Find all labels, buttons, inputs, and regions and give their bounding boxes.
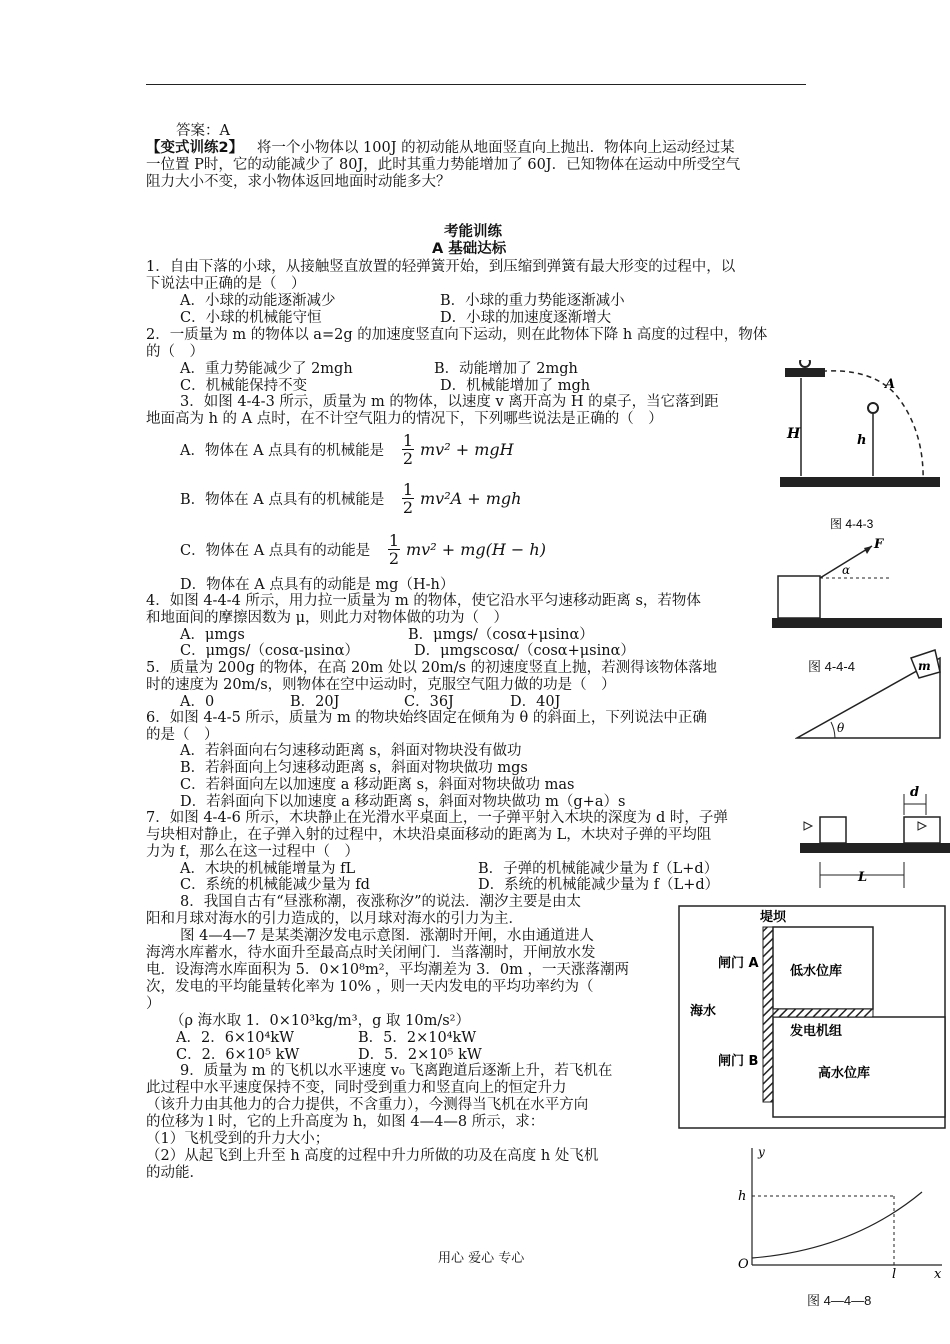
answer-line: 答案：A [176, 123, 230, 139]
dam-wall [763, 927, 773, 1102]
label-l: l [892, 1267, 897, 1280]
q8-stem-2: 阳和月球对海水的引力造成的，以月球对海水的引力为主． [146, 911, 523, 927]
label-sea: 海水 [690, 1004, 717, 1019]
q8-stem-5: 电．设海湾水库面积为 5．0×10⁸m²，平均潮差为 3．0m ，一天涨落潮两 [146, 962, 629, 978]
figure-4-4-4 [772, 536, 947, 636]
ground [780, 477, 940, 487]
trajectory-curve [752, 1192, 922, 1258]
ground [772, 618, 942, 628]
label-low-reservoir: 低水位库 [790, 964, 843, 979]
q8-stem-1: 8．我国自古有“昼涨称潮，夜涨称汐”的说法．潮汐主要是由太 [180, 894, 582, 910]
fig-caption-4-4-8: 图 4—4—8 [807, 1293, 872, 1308]
q5-option-a: A．0 [180, 694, 215, 710]
figure-4-4-6 [800, 780, 950, 895]
q7-option-d: D．系统的机械能减少量为 f（L+d） [478, 877, 720, 893]
label-dam: 堤坝 [760, 910, 787, 925]
exercise-line3: 阻力大小不变，求小物体返回地面时动能多大？ [146, 174, 451, 190]
q4-stem-1: 4．如图 4-4-4 所示，用力拉一质量为 m 的物体，使它沿水平匀速移动距离 s，若物体 [146, 593, 701, 609]
q8-option-d: D．5．2×10⁵ kW [358, 1047, 482, 1063]
fig-caption-4-4-4: 图 4-4-4 [808, 659, 855, 674]
section-title: 考能训练 [444, 224, 502, 240]
q7-option-c: C．系统的机械能减少量为 fd [180, 877, 370, 893]
q5-option-d: D．40J [510, 694, 561, 710]
q3-stem-1: 3．如图 4-4-3 所示，质量为 m 的物体，以速度 v 离开高为 H 的桌子，当它落到距 [180, 394, 719, 410]
label-theta: θ [837, 721, 845, 735]
label-d: d [910, 785, 920, 800]
exercise-line1: 【变式训练2】 将一个小物体以 100J 的初动能从地面竖直向上抛出．物体向上运动经过某 [146, 140, 735, 156]
q8-option-b: B．5．2×10⁴kW [358, 1030, 477, 1046]
q3-stem-2: 地面高为 h 的 A 点时，在不计空气阻力的情况下，下列哪些说法是正确的（ ） [146, 411, 663, 427]
label-y: y [758, 1145, 765, 1159]
ball-start [800, 360, 810, 367]
q4-option-b: B．μmgs/（cosα+μsinα） [408, 627, 594, 643]
label-gate-a: 闸门 A [718, 956, 759, 971]
q2-option-d: D．机械能增加了 mgh [440, 378, 591, 394]
q5-stem-1: 5．质量为 200g 的物体，在高 20m 处以 20m/s 的初速度竖直上抛，若测得该物体落地 [146, 660, 718, 676]
q8-stem-3: 图 4—4—7 是某类潮汐发电示意图．涨潮时开闸，水由通道进人 [180, 928, 594, 944]
q1-option-a: A．小球的动能逐渐减少 [180, 293, 336, 309]
figure-4-4-8 [732, 1140, 946, 1280]
label-alpha: α [842, 563, 851, 577]
q6-option-d: D．若斜面向下以加速度 a 移动距离 s，斜面对物块做功 m（g+a）s [180, 794, 626, 810]
label-h: h [738, 1189, 747, 1204]
q6-option-b: B．若斜面向上匀速移动距离 s，斜面对物块做功 mgs [180, 760, 528, 776]
q2-stem-1: 2．一质量为 m 的物体以 a=2g 的加速度竖直向下运动，则在此物体下降 h 高度的过程中，物体 [146, 327, 768, 343]
q2-option-b: B．动能增加了 2mgh [434, 361, 578, 377]
q9-part-2: （2）从起飞到上升至 h 高度的过程中升力所做的功及在高度 h 处飞机 [146, 1148, 599, 1164]
q8-option-a: A．2．6×10⁴kW [176, 1030, 295, 1046]
q4-option-c: C．μmgs/（cosα-μsinα） [180, 643, 359, 659]
q9-stem-4: 的位移为 l 时，它的上升高度为 h，如图 4—4—8 所示，求： [146, 1114, 545, 1130]
q3-option-d: D．物体在 A 点具有的动能是 mg（H-h） [180, 577, 455, 593]
exercise-label: 【变式训练2】 [146, 140, 244, 156]
q2-option-c: C．机械能保持不变 [180, 378, 308, 394]
table-top [785, 368, 825, 377]
q7-option-a: A．木块的机械能增量为 fL [180, 861, 356, 877]
q9-stem-3: （该升力由其他力的合力提供，不含重力），今测得当飞机在水平方向 [146, 1097, 589, 1113]
label-x: x [934, 1267, 942, 1280]
q9-stem-1: 9．质量为 m 的飞机以水平速度 v₀ 飞离跑道后逐渐上升，若飞机在 [180, 1063, 613, 1079]
q6-option-a: A．若斜面向右匀速移动距离 s，斜面对物块没有做功 [180, 743, 522, 759]
q4-option-d: D．μmgscosα/（cosα+μsinα） [414, 643, 635, 659]
label-L: L [858, 870, 868, 885]
q1-option-c: C．小球的机械能守恒 [180, 310, 322, 326]
footer: 用心 爱心 专心 [438, 1251, 525, 1266]
q8-stem-7: ） [146, 996, 161, 1012]
q7-stem-3: 力为 f，那么在这一过程中（ ） [146, 844, 359, 860]
q7-option-b: B．子弹的机械能减少量为 f（L+d） [478, 861, 719, 877]
label-m: m [918, 659, 931, 673]
table-surface [800, 843, 950, 853]
figure-4-4-7 [678, 905, 946, 1130]
q8-stem-4: 海湾水库蓄水，待水面升至最高点时关闭闸门．当落潮时，开闸放水发 [146, 945, 596, 961]
fig-caption: 图 4-4-3 [830, 517, 874, 530]
bullet-start [804, 822, 812, 830]
block-end [904, 817, 940, 843]
q6-stem-1: 6．如图 4-4-5 所示，质量为 m 的物块始终固定在倾角为 θ 的斜面上，下列说法中正确 [146, 710, 707, 726]
label-F: F [874, 537, 884, 552]
block [778, 576, 820, 618]
exercise-line2: 一位置 P时，它的动能减少了 80J，此时其重力势能增加了 60J．已知物体在运动中所受空气 [146, 157, 741, 173]
q9-stem-2: 此过程中水平速度保持不变，同时受到重力和竖直向上的恒定升力 [146, 1080, 567, 1096]
label-gate-b: 闸门 B [718, 1054, 759, 1069]
header-rule [146, 84, 806, 85]
label-origin: O [738, 1257, 749, 1272]
force-arrowhead [864, 546, 872, 554]
q2-stem-2: 的（ ） [146, 344, 204, 360]
fraction: 1 2 [402, 480, 414, 517]
q8-constants: （ρ 海水取 1．0×10³kg/m³，g 取 10m/s²） [170, 1013, 470, 1029]
fraction: 1 2 [388, 531, 400, 568]
q1-stem-1: 1．自由下落的小球，从接触竖直放置的轻弹簧开始，到压缩到弹簧有最大形变的过程中，以 [146, 259, 736, 275]
q6-option-c: C．若斜面向左以加速度 a 移动距离 s，斜面对物块做功 mas [180, 777, 575, 793]
label-H: H [787, 426, 801, 442]
generator [773, 1009, 873, 1017]
q4-stem-2: 和地面间的摩擦因数为 μ，则此力对物体做的功为（ ） [146, 610, 509, 626]
q6-stem-2: 的是（ ） [146, 727, 219, 743]
ball-a [868, 403, 878, 413]
q5-stem-2: 时的速度为 20m/s，则物体在空中运动时，克服空气阻力做的功是（ ） [146, 677, 616, 693]
q7-stem-2: 与块相对静止，在子弹入射的过程中，木块沿桌面移动的距离为 L，木块对子弹的平均阻 [146, 827, 712, 843]
figure-4-4-5 [795, 642, 945, 742]
q2-option-a: A．重力势能减少了 2mgh [180, 361, 353, 377]
q7-stem-1: 7．如图 4-4-6 所示，木块静止在光滑水平桌面上，一子弹平射入木块的深度为 d 时，子弹 [146, 810, 728, 826]
q5-option-b: B．20J [290, 694, 340, 710]
q8-option-c: C．2．6×10⁵ kW [176, 1047, 300, 1063]
label-A: A [885, 377, 896, 392]
q9-part-1: （1）飞机受到的升力大小； [146, 1131, 330, 1147]
fraction: 1 2 [402, 431, 414, 468]
label-generator: 发电机组 [790, 1024, 843, 1039]
q1-option-d: D．小球的加速度逐渐增大 [440, 310, 612, 326]
q8-stem-6: 次，发电的平均能量转化率为 10% ，则一天内发电的平均功率约为（ [146, 979, 594, 995]
trajectory [813, 371, 923, 485]
figure-4-4-3 [775, 360, 945, 530]
label-high-reservoir: 高水位库 [818, 1066, 871, 1081]
q1-stem-2: 下说法中正确的是（ ） [146, 276, 306, 292]
section-subtitle: A 基础达标 [432, 241, 507, 257]
q9-part-2-cont: 的动能． [146, 1165, 204, 1181]
q4-option-a: A．μmgs [180, 627, 245, 643]
block-start [820, 817, 846, 843]
label-h: h [857, 433, 867, 448]
q5-option-c: C．36J [404, 694, 454, 710]
q1-option-b: B．小球的重力势能逐渐减小 [440, 293, 625, 309]
